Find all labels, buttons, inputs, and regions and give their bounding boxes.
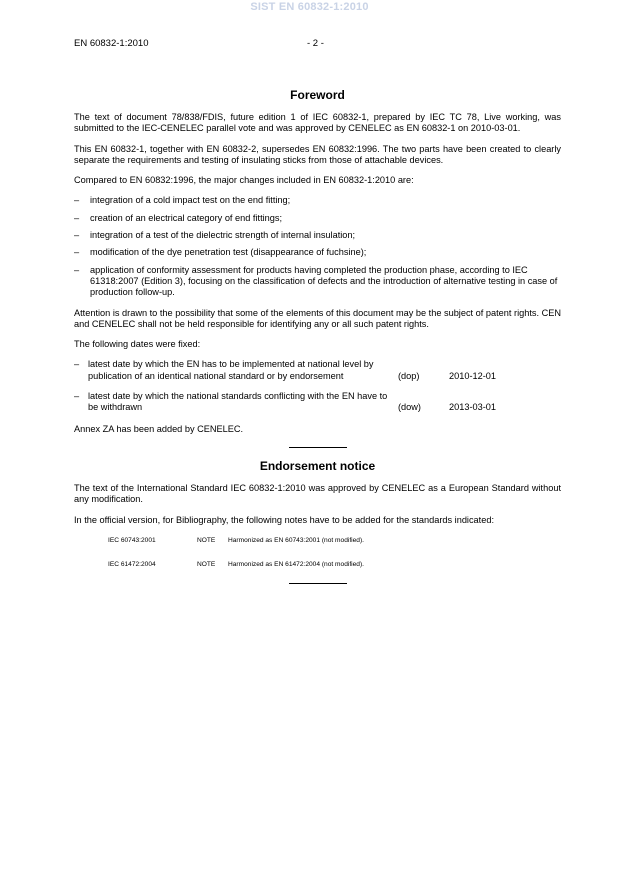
page-number: - 2 -: [307, 38, 324, 49]
list-item: – modification of the dye penetration test (disappearance of fuchsine);: [74, 247, 561, 258]
endorsement-paragraph-1: The text of the International Standard IEC 60832-1:2010 was approved by CENELEC as a European Standard without any modification.: [74, 482, 561, 505]
date-code: (dow): [398, 402, 421, 413]
note-row: [108, 559, 561, 570]
date-value: 2010-12-01: [449, 370, 496, 381]
date-row-dow: [74, 391, 561, 414]
foreword-paragraph-6: Annex ZA has been added by CENELEC.: [74, 423, 244, 434]
end-divider: [289, 583, 347, 584]
foreword-paragraph-3: Compared to EN 60832:1996, the major changes included in EN 60832-1:2010 are:: [74, 175, 414, 186]
note-standard: IEC 61472:2004: [108, 561, 156, 569]
foreword-title: Foreword: [290, 88, 345, 102]
note-text: Harmonized as EN 61472:2004 (not modified).: [228, 561, 364, 569]
list-item: – integration of a test of the dielectric strength of internal insulation;: [74, 230, 561, 241]
date-dash: –: [74, 359, 80, 370]
page-content: [74, 88, 561, 595]
watermark: SIST EN 60832-1:2010: [250, 1, 369, 13]
date-description: latest date by which the national standards conflicting with the EN have to be withdrawn: [88, 391, 388, 413]
date-row-dop: [74, 359, 561, 382]
list-item: – creation of an electrical category of end fittings;: [74, 213, 561, 224]
foreword-paragraph-5: The following dates were fixed:: [74, 339, 201, 350]
bibliography-notes: [108, 535, 561, 571]
note-row: [108, 535, 561, 546]
list-item: – integration of a cold impact test on the end fitting;: [74, 195, 561, 206]
note-label: NOTE: [197, 561, 216, 569]
date-value: 2013-03-01: [449, 402, 496, 413]
header-document-id: EN 60832-1:2010: [74, 38, 149, 49]
foreword-paragraph-1: The text of document 78/838/FDIS, future edition 1 of IEC 60832-1, prepared by IEC TC 78, Live working, was submitted to the IEC-CENELEC parallel vote and was approved by CENELEC as EN 60832-1 on 2010-03-01.: [74, 112, 561, 134]
dates-table: [74, 359, 561, 413]
note-label: NOTE: [197, 536, 216, 544]
date-description: latest date by which the EN has to be implemented at national level by publication of an identical national standard or by endorsement: [88, 359, 374, 381]
note-standard: IEC 60743:2001: [108, 536, 156, 544]
date-dash: –: [74, 391, 80, 402]
endorsement-paragraph-2: In the official version, for Bibliography, the following notes have to be added for the standards indicated:: [74, 514, 494, 525]
foreword-paragraph-2: This EN 60832-1, together with EN 60832-2, supersedes EN 60832:1996. The two parts have been created to clearly separate the requirements and testing of insulating sticks from those of attachable devices.: [74, 143, 561, 165]
foreword-paragraph-4: Attention is drawn to the possibility that some of the elements of this document may be the subject of patent rights. CEN and CENELEC shall not be held responsible for identifying any or all such patent rights.: [74, 307, 561, 329]
changes-list: [74, 195, 561, 298]
section-divider: [289, 447, 347, 448]
endorsement-title: Endorsement notice: [259, 458, 376, 473]
list-item: – application of conformity assessment for products having completed the production phase, according to IEC 61318:2007 (Edition 3), focusing on the classification of defects and the introduction of alternative testing in case of production follow-up.: [74, 265, 561, 299]
date-code: (dop): [398, 370, 420, 381]
note-text: Harmonized as EN 60743:2001 (not modified).: [228, 536, 364, 544]
